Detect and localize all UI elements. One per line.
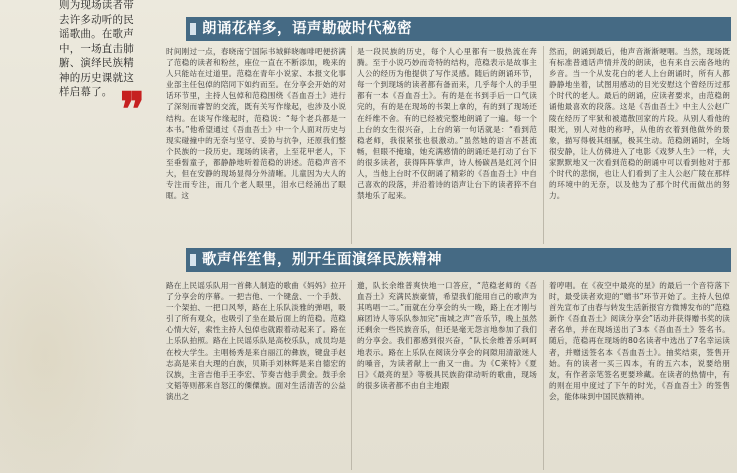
article-column-1: 时间刚过一点，春晓南宁国际书城鲜晓咖啡吧便挤满了范稳的读者和粉丝，座位一直在不断添加，晚来的人只能站在过道里。范稳在青年小说家、本报文化事业部主任包倬的陪同下如约而至。在分享会开始的对话环节里，主持人包倬和范稳围绕《吾血吾土》进行了深刻而睿智的交流，既有关写作缘起，也涉及小说结构。在谈写作缘起时，范稳说：“每个老兵都是一本书。”他希望通过《吾血吾土》中一个人面对历史与现实碰撞中的无奈与坚守、妥协与抗争，还原我们整个民族的一段历史。现场的读者，上至花甲老人，下至垂髫童子，都静静地听着范稳的讲述。范稳声音不大，但在安静的现场显得分外清晰。儿童因为大人的专注而专注，而几个老人眼里，泪水已经涌出了眼眶。这	[166, 47, 346, 201]
section-heading-recitation: 朗诵花样多，语声勘破时代秘密	[186, 17, 731, 41]
article-column-5: 邀，队长余维普爽快地一口答应，“范稳老师的《吾血吾土》充满民族豪情，希望我们能用自己的歌声为其鸣唱一二。”而就在分享会的头一晚，路上在才刚与麻团诗人等乐队参加完“南城之声”音乐节，晚上虽然还剩余一些民族音乐，但还是毫无怨言地参加了我们的分享会。我们都感到很兴奋，“队长余维普乐呵呵地表示。路在上乐队在阅读分享会的间隙用清澈迷人的嗓音，为读者献上一曲又一曲。为《C莱特》《夏日》《最亮的星》等极具民族韵律动听的歌曲，现场的很多读者都不由自主地跟	[357, 281, 537, 390]
column-divider	[543, 280, 544, 470]
column-divider	[543, 46, 544, 244]
article-column-4: 路在上民谣乐队用一首彝人制造的歌曲《妈妈》拉开了分享会的序幕。一把吉他、一个键盘、一个手鼓、一个架拍、一把口风琴，路在上乐队淡雅的弹唱，吸引了所有观众，也吸引了坐在最后面上的范稳。范稳心情大好，索性主持人包倬也就跟着动起来了。路在上乐队拍照。路在上民谣乐队是高校乐队，成员均是在校大学生。主唱杨秀是来自丽江的彝族，键盘手赵志高是来自大理的白族，贝斯手刘林辉是来自德宏的汉族，主音吉他手王李宏、节奏吉他手黄金。鼓手余文韬等则都来自怒江的傈僳族。面对生活清苦的公益演出之	[166, 281, 346, 401]
article-column-3: 然而，朗诵到最后，他声音渐渐哽咽。当然，现场既有标准普通话声情并茂的朗读，也有来自云南各地的乡音。当一个从发花白的老人上台朗诵时，所有人都静静地坐着，试图用感动的目光安慰这个曾经历过那个时代的老人。最后的朗诵，应读者要求，由范稳朗诵他最喜欢的段落。这是《吾血吾土》中主人公赵广陵在经历了牢狱和被遣散回家的片段。从别人看他的眼光，别人对他的称呼，从他的衣着到他做外的景象，描写得极其细腻，极其生动。范稳朗诵时，全场很安静，让人仿佛进入了电影《戏梦人生》一样，大家默默地又一次看到范稳的朗诵中可以看到他对于那个时代的悲悯，也让人们看到了主人公赵广陵在那样的环境中的无奈，以及他为了那个时代而做出的努力。	[549, 47, 730, 201]
paper-stain	[0, 180, 150, 473]
column-divider	[351, 46, 352, 244]
article-column-2: 是一段民族的历史，每个人心里都有一股热流在奔腾。至于小说巧妙而奇特的结构，范稳表示是故事主人公的经历为他提供了写作灵感。随后的朗诵环节，每一个到现场的读者都有备而来，几乎每个人的手里都有一本《吾血吾土》。有的是在书到手后一口气读完的，有的是在现场的书架上拿的，有的到了现场还在纤维不舍。有的已经被完整地朗诵了一遍。每一个上台的女生很兴奋，上台的第一句话就是：“看到范稳老师，我很紧张也很激动。”虽然她的语言不甚流畅，但眼不掩瑜，她充满感情的朗诵还是打动了台下的很多读者，获得阵阵掌声，诗人杨碳昌是红河个旧人，当他上台时不仅朗诵了精彩的《吾血吾土》中自己喜欢的段落，并沿着诗的语声让台下的读者猝不自禁地乐了起来。	[357, 47, 537, 201]
quote-mark-icon: ❞	[120, 82, 145, 136]
section-heading-songs: 歌声伴笙售，别开生面演绎民族精神	[186, 248, 731, 272]
intro-paragraph: 则为现场读者带去许多动听的民谣歌曲。在歌声中，一场直击肺腑、演绎民族精神的历史课就这样启幕了。	[59, 0, 134, 98]
column-divider	[351, 280, 352, 470]
article-column-6: 着哼唱。在《夜空中最亮的星》的最后一个音符落下时，最受读者欢迎的“赠书”环节开始了。主持人包倬首先宣布了由春与转发生活新报官方微博发布的“范稳新作《吾血吾土》阅读分享会”话动并获得赠书奖的读者名单，并在现场送出了3本《吾血吾土》签名书。随后，范稳再在现场的80名读者中选出了7名幸运读者，并赠送签名本《吾血吾土》。抽奖结束，签售开始。有的读者一买三四本，有的五六本，说要给朋友，有作者亲笔签名更要珍藏。在读者的热情中，有的则在用中度过了下午的时光，《吾血吾土》的签售会，能体味到中国民族精神。	[549, 281, 730, 401]
